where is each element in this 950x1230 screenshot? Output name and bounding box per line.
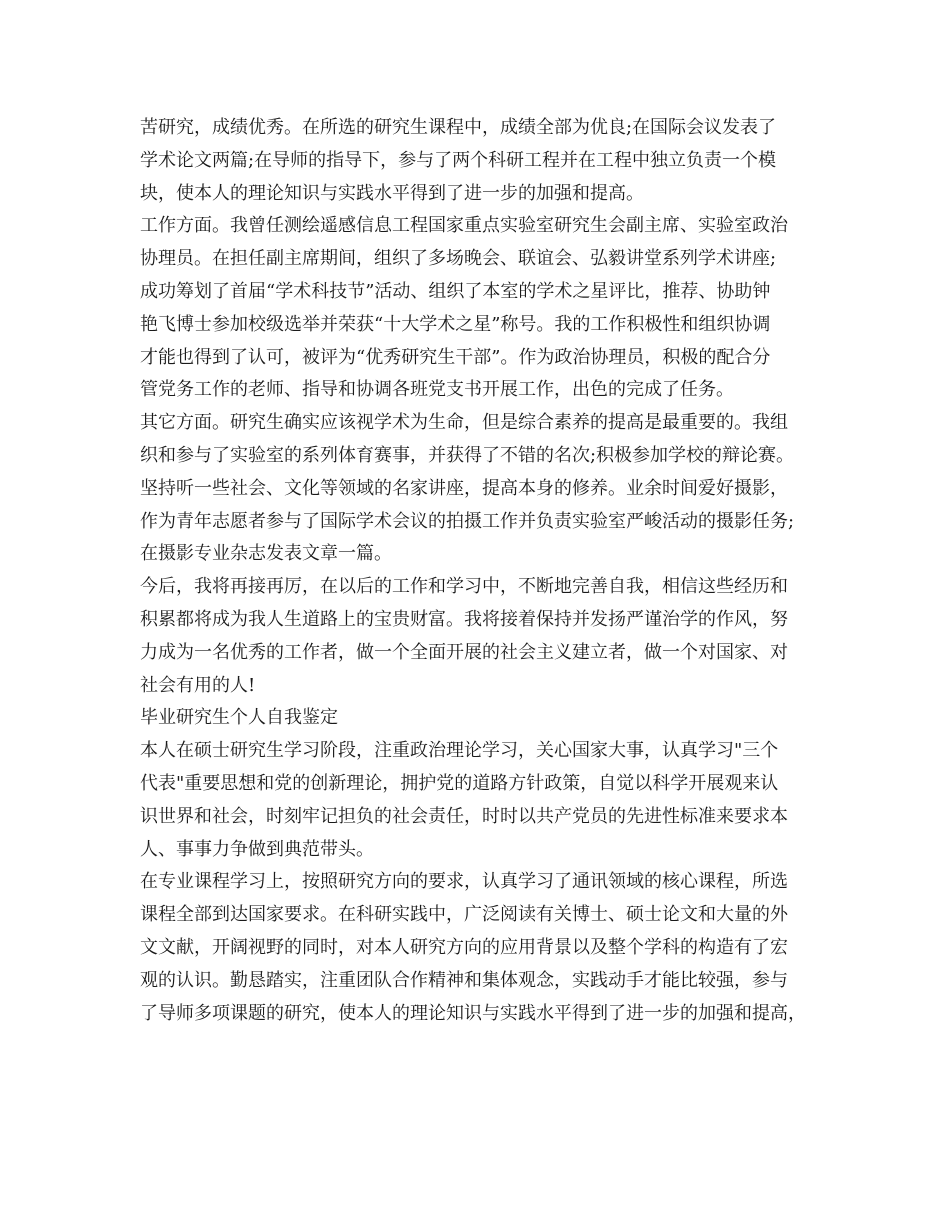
text-line: 坚持听一些社会、文化等领域的名家讲座，提高本身的修养。业余时间爱好摄影，	[140, 477, 788, 499]
text-line: 工作方面。我曾任测绘遥感信息工程国家重点实验室研究生会副主席、实验室政治	[140, 215, 788, 237]
text-line: 课程全部到达国家要求。在科研实践中，广泛阅读有关博士、硕士论文和大量的外	[140, 904, 788, 926]
text-line: 力成为一名优秀的工作者，做一个全面开展的社会主义建立者，做一个对国家、对	[140, 641, 788, 663]
text-line: 在专业课程学习上，按照研究方向的要求，认真学习了通讯领域的核心课程，所选	[140, 871, 788, 893]
text-line: 在摄影专业杂志发表文章一篇。	[140, 543, 392, 565]
text-line: 才能也得到了认可，被评为“优秀研究生干部”。作为政治协理员，积极的配合分	[140, 346, 771, 368]
text-line: 协理员。在担任副主席期间，组织了多场晚会、联谊会、弘毅讲堂系列学术讲座;	[140, 248, 777, 270]
text-line: 社会有用的人!	[140, 674, 256, 696]
text-line: 成功筹划了首届“学术科技节”活动、组织了本室的学术之星评比，推荐、协助钟	[140, 280, 771, 302]
text-line: 了导师多项课题的研究，使本人的理论知识与实践水平得到了进一步的加强和提高，	[140, 1002, 806, 1024]
text-line: 文文献，开阔视野的同时，对本人研究方向的应用背景以及整个学科的构造有了宏	[140, 936, 788, 958]
text-line: 作为青年志愿者参与了国际学术会议的拍摄工作并负责实验室严峻活动的摄影任务;	[140, 510, 795, 532]
text-line: 学术论文两篇;在导师的指导下，参与了两个科研工程并在工程中独立负责一个模	[140, 149, 777, 171]
text-line: 管党务工作的老师、指导和协调各班党支书开展工作，出色的完成了任务。	[140, 379, 734, 401]
text-line: 艳飞博士参加校级选举并荣获“十大学术之星”称号。我的工作积极性和组织协调	[140, 313, 771, 335]
text-line: 织和参与了实验室的系列体育赛事，并获得了不错的名次;积极参加学校的辩论赛。	[140, 444, 795, 466]
text-line: 代表"重要思想和党的创新理论，拥护党的道路方针政策，自觉以科学开展观来认	[140, 772, 779, 794]
text-line: 块，使本人的理论知识与实践水平得到了进一步的加强和提高。	[140, 182, 644, 204]
text-line: 人、事事力争做到典范带头。	[140, 838, 374, 860]
section-heading: 毕业研究生个人自我鉴定	[140, 707, 338, 729]
document-body	[140, 112, 830, 1030]
text-line: 今后，我将再接再厉，在以后的工作和学习中，不断地完善自我，相信这些经历和	[140, 576, 788, 598]
text-line: 其它方面。研究生确实应该视学术为生命，但是综合素养的提高是最重要的。我组	[140, 412, 788, 434]
text-line: 苦研究，成绩优秀。在所选的研究生课程中，成绩全部为优良;在国际会议发表了	[140, 117, 777, 138]
text-line: 本人在硕士研究生学习阶段，注重政治理论学习，关心国家大事，认真学习"三个	[140, 740, 779, 762]
text-line: 积累都将成为我人生道路上的宝贵财富。我将接着保持并发扬严谨治学的作风，努	[140, 608, 788, 630]
text-line: 观的认识。勤恳踏实，注重团队合作精神和集体观念，实践动手才能比较强，参与	[140, 969, 788, 991]
text-line: 识世界和社会，时刻牢记担负的社会责任，时时以共产党员的先进性标准来要求本	[140, 805, 788, 827]
